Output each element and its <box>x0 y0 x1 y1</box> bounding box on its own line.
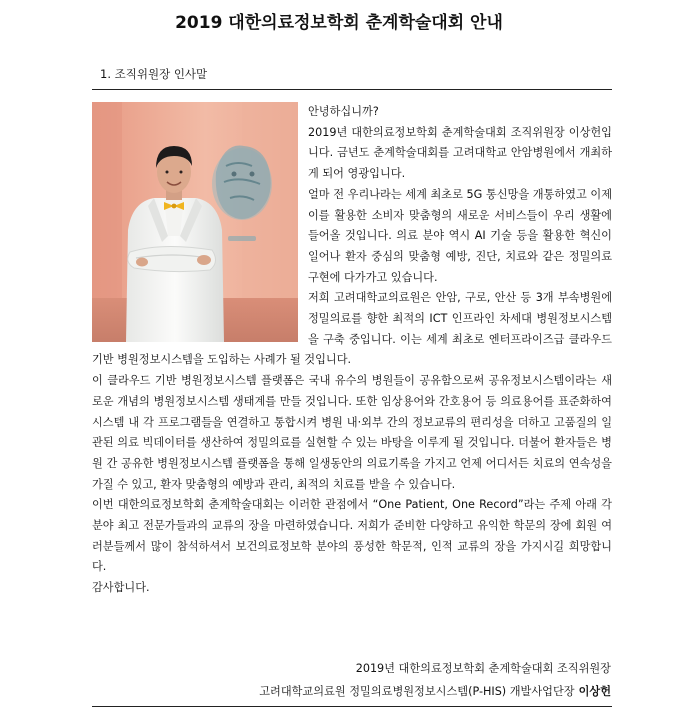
section-heading: 1. 조직위원장 인사말 <box>100 67 208 81</box>
top-divider <box>92 89 612 90</box>
paragraph-thanks: 감사합니다. <box>92 581 150 595</box>
paragraph-5g: 얼마 전 우리나라는 세계 최초로 5G 통신망을 개통하였고 이제 이를 활용한 소비자 맞춤형의 새로운 서비스들이 우리 생활에 들어올 것입니다. 의료 분야 역시 AI 기술 등을 활용한 혁신이 일어나 환자 중심의 맞춤형 예방, 진단, 치료와 같은 정밀의료 구현에 다가가고 있습니다. <box>308 187 612 284</box>
signature-title: 2019년 대한의료정보학회 춘계학술대회 조직위원장 <box>355 662 611 675</box>
bottom-divider <box>92 706 612 707</box>
photo-spacer <box>92 102 298 344</box>
paragraph-greeting: 안녕하십니까? <box>308 105 379 118</box>
paragraph-conference-theme: 이번 대한의료정보학회 춘계학술대회는 이러한 관점에서 “One Patient, One Record”라는 주제 아래 각 분야 최고 전문가들과의 교류의 장을 마련하였습니다. 저희가 준비한 다양하고 유익한 학문의 장에 회원 여러분들께서 많이 참석하셔서 보건의료정보학 분야의 풍성한 학문적, 인적 교류의 장을 가지시길 희망합니다. <box>92 498 612 574</box>
signature-affiliation-line <box>259 683 611 699</box>
signer-name: 이상헌 <box>578 685 611 698</box>
page-title: 2019 대한의료정보학회 춘계학술대회 안내 <box>175 13 503 33</box>
paragraph-introduction: 2019년 대한의료정보학회 춘계학술대회 조직위원장 이상헌입니다. 금년도 춘계학술대회를 고려대학교 안암병원에서 개최하게 되어 영광입니다. <box>308 125 612 181</box>
paragraph-kumc: 저희 고려대학교의료원은 안암, 구로, 안산 등 3개 부속병원에 정밀의료를 향한 최적의 ICT 인프라인 차세대 병원정보시스템을 구축 중입니다. 이는 세계 최초로 엔터프라이즈급 클라우드 기반 병원정보시스템을 도입하는 사례가 될 것입니다. <box>92 291 612 367</box>
signature-affiliation: 고려대학교의료원 정밀의료병원정보시스템(P-HIS) 개발사업단장 <box>259 685 575 698</box>
greeting-body <box>92 102 612 599</box>
paragraph-cloud-platform: 이 클라우드 기반 병원정보시스템 플랫폼은 국내 유수의 병원들이 공유함으로써 공유정보시스템이라는 새로운 개념의 병원정보시스템 생태계를 만들 것입니다. 또한 임상용어와 간호용어 등 의료용어를 표준화하여 시스템 내 각 프로그램들을 연결하고 통합시켜 병원 내·외부 간의 정보교류의 편리성을 더하고 고품질의 일관된 의료 빅데이터를 생산하여 정밀의료를 실현할 수 있는 바탕을 이루게 될 것입니다. 더불어 환자들은 병원 간 공유한 병원정보시스템 플랫폼을 통해 일생동안의 의료기록을 가지고 언제 어디서든 치료의 연속성을 가질 수 있고, 환자 맞춤형의 예방과 관리, 최적의 치료를 받을 수 있습니다. <box>92 374 612 491</box>
